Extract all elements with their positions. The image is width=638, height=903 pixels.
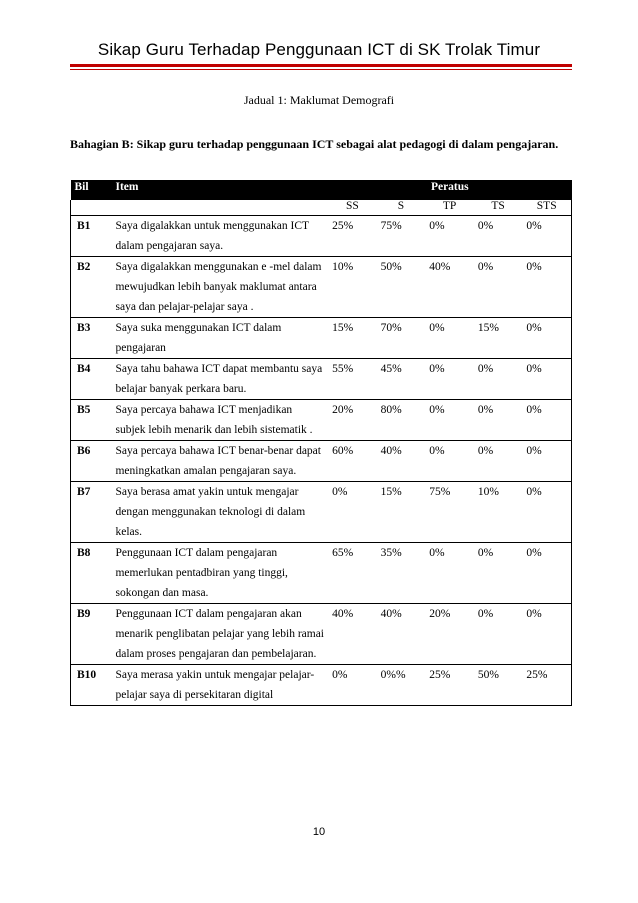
row-value-ss: 60% xyxy=(328,441,377,482)
row-item: Penggunaan ICT dalam pengajaran memerlukan pentadbiran yang tinggi, sokongan dan masa. xyxy=(111,543,328,604)
row-value-tp: 0% xyxy=(425,318,474,359)
header-item: Item xyxy=(111,180,328,200)
row-value-s: 0%% xyxy=(377,665,426,706)
row-bil: B9 xyxy=(71,604,112,665)
row-value-s: 45% xyxy=(377,359,426,400)
scale-s: S xyxy=(377,200,426,216)
scale-ts: TS xyxy=(474,200,523,216)
table-row xyxy=(71,400,572,441)
row-value-ss: 25% xyxy=(328,216,377,257)
row-bil: B1 xyxy=(71,216,112,257)
row-value-sts: 0% xyxy=(522,604,571,665)
table-row xyxy=(71,543,572,604)
row-value-sts: 0% xyxy=(522,216,571,257)
row-value-ss: 15% xyxy=(328,318,377,359)
table-header-row xyxy=(71,180,572,200)
row-value-ss: 40% xyxy=(328,604,377,665)
header-bil: Bil xyxy=(71,180,112,200)
header-peratus: Peratus xyxy=(328,180,571,200)
row-value-tp: 0% xyxy=(425,543,474,604)
header-rule xyxy=(70,64,572,67)
row-bil: B7 xyxy=(71,482,112,543)
table-caption: Jadual 1: Maklumat Demografi xyxy=(243,93,395,107)
row-value-sts: 0% xyxy=(522,318,571,359)
scale-row xyxy=(71,200,572,216)
table-row xyxy=(71,216,572,257)
row-value-ts: 50% xyxy=(474,665,523,706)
row-item: Saya digalakkan untuk menggunakan ICT dalam pengajaran saya. xyxy=(111,216,328,257)
row-value-s: 40% xyxy=(377,441,426,482)
row-value-s: 40% xyxy=(377,604,426,665)
row-value-tp: 0% xyxy=(425,441,474,482)
row-value-s: 75% xyxy=(377,216,426,257)
scale-tp: TP xyxy=(425,200,474,216)
row-value-ss: 10% xyxy=(328,257,377,318)
page-number: 10 xyxy=(312,826,326,838)
row-value-ts: 0% xyxy=(474,216,523,257)
row-item: Saya berasa amat yakin untuk mengajar dengan menggunakan teknologi di dalam kelas. xyxy=(111,482,328,543)
row-value-tp: 0% xyxy=(425,216,474,257)
row-value-s: 80% xyxy=(377,400,426,441)
row-item: Saya suka menggunakan ICT dalam pengajaran xyxy=(111,318,328,359)
table-row xyxy=(71,482,572,543)
row-value-tp: 0% xyxy=(425,400,474,441)
scale-ss: SS xyxy=(328,200,377,216)
row-value-tp: 20% xyxy=(425,604,474,665)
row-bil: B10 xyxy=(71,665,112,706)
demographic-table xyxy=(70,180,572,706)
table-row xyxy=(71,441,572,482)
row-item: Saya percaya bahawa ICT benar-benar dapat meningkatkan amalan pengajaran saya. xyxy=(111,441,328,482)
row-value-ss: 0% xyxy=(328,482,377,543)
row-value-ts: 0% xyxy=(474,359,523,400)
row-item: Penggunaan ICT dalam pengajaran akan menarik penglibatan pelajar yang lebih ramai dalam proses pengajaran dan pembelajaran. xyxy=(111,604,328,665)
row-value-ss: 0% xyxy=(328,665,377,706)
row-item: Saya digalakkan menggunakan e -mel dalam mewujudkan lebih banyak maklumat antara saya dan pelajar-pelajar saya . xyxy=(111,257,328,318)
row-value-ts: 0% xyxy=(474,543,523,604)
row-bil: B4 xyxy=(71,359,112,400)
row-value-tp: 40% xyxy=(425,257,474,318)
row-item: Saya percaya bahawa ICT menjadikan subjek lebih menarik dan lebih sistematik . xyxy=(111,400,328,441)
table-row xyxy=(71,604,572,665)
row-value-ts: 0% xyxy=(474,257,523,318)
row-value-tp: 25% xyxy=(425,665,474,706)
row-value-s: 35% xyxy=(377,543,426,604)
section-title: Bahagian B: Sikap guru terhadap penggunaan ICT sebagai alat pedagogi di dalam pengajaran. xyxy=(70,137,559,151)
row-bil: B3 xyxy=(71,318,112,359)
row-value-ss: 55% xyxy=(328,359,377,400)
header-rule-thin xyxy=(70,69,572,70)
row-value-ts: 10% xyxy=(474,482,523,543)
row-value-ts: 15% xyxy=(474,318,523,359)
scale-sts: STS xyxy=(522,200,571,216)
row-value-ts: 0% xyxy=(474,441,523,482)
running-header: Sikap Guru Terhadap Penggunaan ICT di SK Trolak Timur xyxy=(97,40,541,59)
row-value-sts: 0% xyxy=(522,359,571,400)
row-value-sts: 0% xyxy=(522,257,571,318)
row-value-s: 50% xyxy=(377,257,426,318)
row-value-tp: 0% xyxy=(425,359,474,400)
table-row xyxy=(71,318,572,359)
row-value-sts: 0% xyxy=(522,482,571,543)
row-value-ss: 20% xyxy=(328,400,377,441)
row-bil: B2 xyxy=(71,257,112,318)
table-row xyxy=(71,359,572,400)
row-item: Saya tahu bahawa ICT dapat membantu saya belajar banyak perkara baru. xyxy=(111,359,328,400)
row-bil: B6 xyxy=(71,441,112,482)
row-value-ss: 65% xyxy=(328,543,377,604)
row-value-sts: 0% xyxy=(522,400,571,441)
row-bil: B8 xyxy=(71,543,112,604)
row-value-sts: 0% xyxy=(522,543,571,604)
row-item: Saya merasa yakin untuk mengajar pelajar-pelajar saya di persekitaran digital xyxy=(111,665,328,706)
row-value-ts: 0% xyxy=(474,604,523,665)
table-row xyxy=(71,665,572,706)
row-value-tp: 75% xyxy=(425,482,474,543)
row-value-s: 70% xyxy=(377,318,426,359)
row-value-ts: 0% xyxy=(474,400,523,441)
row-bil: B5 xyxy=(71,400,112,441)
row-value-sts: 25% xyxy=(522,665,571,706)
table-row xyxy=(71,257,572,318)
row-value-sts: 0% xyxy=(522,441,571,482)
row-value-s: 15% xyxy=(377,482,426,543)
